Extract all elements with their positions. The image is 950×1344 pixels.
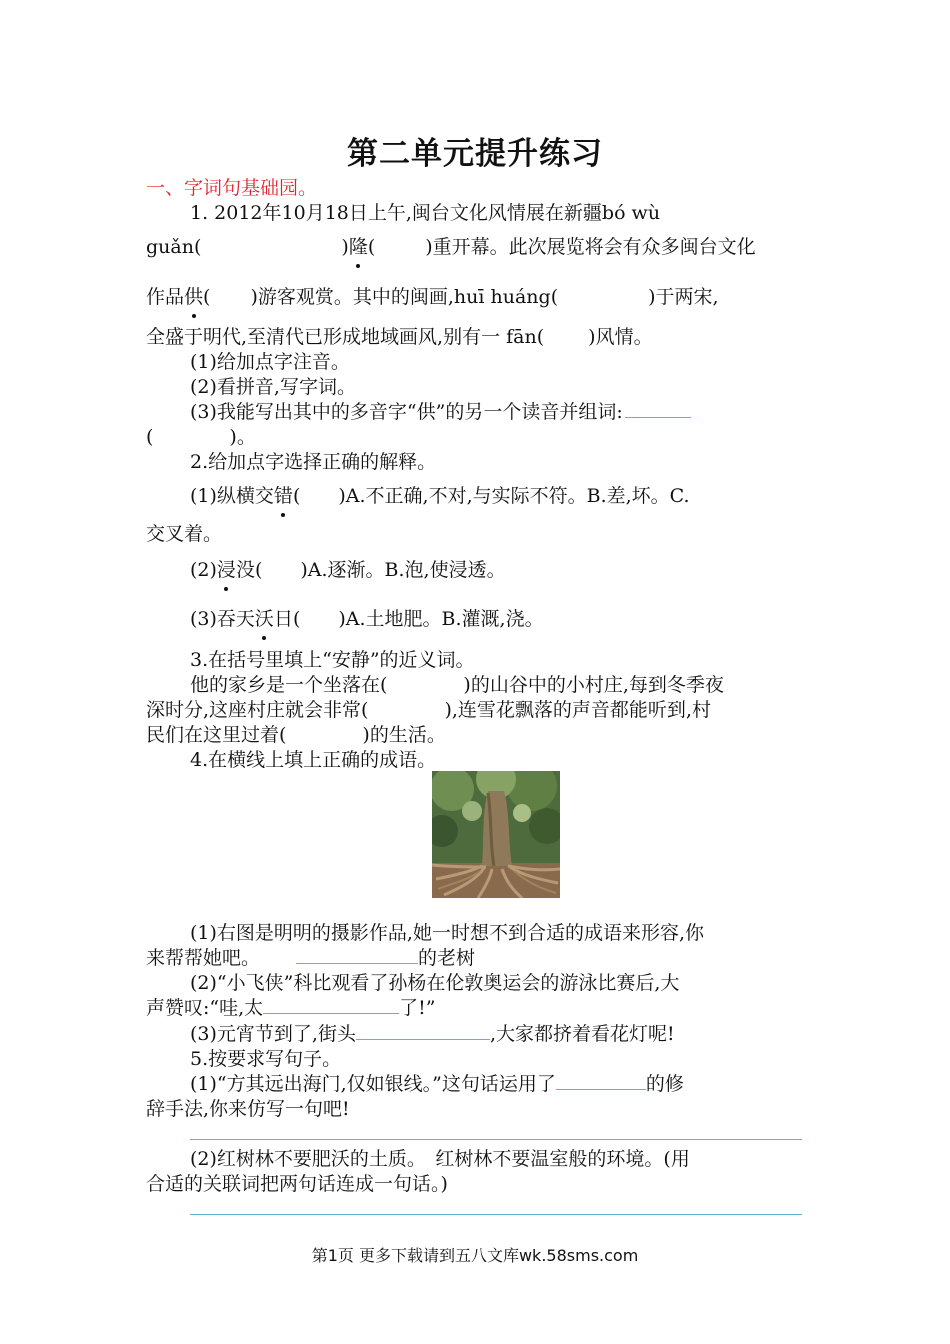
q4-item1-cont: 来帮帮她吧。 的老树 bbox=[146, 947, 476, 969]
q1-line1: 1. 2012年10月18日上午,闽台文化风情展在新疆bó wù bbox=[190, 202, 661, 224]
q1-sub3-paren: ( )。 bbox=[146, 426, 256, 448]
q1-line2: guǎn( )隆( )重开幕。此次展览将会有众多闽台文化 bbox=[146, 236, 756, 258]
answer-blank[interactable] bbox=[625, 399, 691, 418]
answer-line[interactable] bbox=[190, 1214, 802, 1215]
dotted-char: 浸 bbox=[216, 559, 236, 581]
q1-sub2: (2)看拼音,写字词。 bbox=[190, 376, 356, 398]
q4-item2-cont: 声赞叹:“哇,太 了!” bbox=[146, 997, 436, 1019]
answer-blank[interactable] bbox=[356, 1021, 490, 1040]
answer-blank[interactable] bbox=[296, 945, 418, 964]
q1-line3: 作品供( )游客观赏。其中的闽画,huī huáng( )于两宋, bbox=[146, 286, 719, 308]
q2-item2: (2)浸没( )A.逐渐。B.泡,使浸透。 bbox=[190, 559, 506, 581]
q3-para2: 深时分,这座村庄就会非常( ),连雪花飘落的声音都能听到,村 bbox=[146, 699, 711, 721]
q3-para3: 民们在这里过着( )的生活。 bbox=[146, 724, 446, 746]
q5-item2: (2)红树林不要肥沃的土质。 红树林不要温室般的环境。(用 bbox=[190, 1148, 690, 1170]
q2-item1-cont: 交叉着。 bbox=[146, 523, 223, 545]
q3-para1: 他的家乡是一个坐落在( )的山谷中的小村庄,每到冬季夜 bbox=[190, 674, 724, 696]
tree-roots-photo bbox=[432, 771, 560, 898]
q1-sub3: (3)我能写出其中的多音字“供”的另一个读音并组词: bbox=[190, 399, 691, 425]
q4-item1: (1)右图是明明的摄影作品,她一时想不到合适的成语来形容,你 bbox=[190, 922, 704, 944]
dotted-char: 供 bbox=[184, 286, 204, 308]
answer-blank[interactable] bbox=[556, 1071, 646, 1090]
q5-heading: 5.按要求写句子。 bbox=[190, 1048, 342, 1070]
q4-heading: 4.在横线上填上正确的成语。 bbox=[190, 749, 437, 771]
q5-item2-cont: 合适的关联词把两句话连成一句话。) bbox=[146, 1173, 448, 1195]
q3-heading: 3.在括号里填上“安静”的近义词。 bbox=[190, 649, 475, 671]
dotted-char: 错 bbox=[273, 485, 293, 507]
q4-item2: (2)“小飞侠”科比观看了孙杨在伦敦奥运会的游泳比赛后,大 bbox=[190, 972, 680, 994]
q1-sub1: (1)给加点字注音。 bbox=[190, 351, 350, 373]
dotted-char: 隆 bbox=[348, 236, 368, 258]
page-title: 第二单元提升练习 bbox=[347, 136, 603, 172]
q4-item3: (3)元宵节到了,街头 ,大家都挤着看花灯呢! bbox=[190, 1023, 675, 1045]
answer-line[interactable] bbox=[190, 1139, 802, 1140]
section-heading: 一、字词句基础园。 bbox=[146, 177, 318, 199]
answer-blank[interactable] bbox=[263, 995, 399, 1014]
dotted-char: 沃 bbox=[254, 608, 274, 630]
q2-item3: (3)吞天沃日( )A.土地肥。B.灌溉,浇。 bbox=[190, 608, 544, 630]
page-footer: 第1页 更多下载请到五八文库wk.58sms.com bbox=[311, 1246, 639, 1265]
q2-item1: (1)纵横交错( )A.不正确,不对,与实际不符。B.差,坏。C. bbox=[190, 485, 690, 507]
q1-line4: 全盛于明代,至清代已形成地域画风,别有一 fān( )风情。 bbox=[146, 326, 653, 348]
q5-item1-cont: 辞手法,你来仿写一句吧! bbox=[146, 1098, 350, 1120]
q5-item1: (1)“方其远出海门,仅如银线。”这句话运用了 的修 bbox=[190, 1073, 684, 1095]
q2-heading: 2.给加点字选择正确的解释。 bbox=[190, 451, 437, 473]
